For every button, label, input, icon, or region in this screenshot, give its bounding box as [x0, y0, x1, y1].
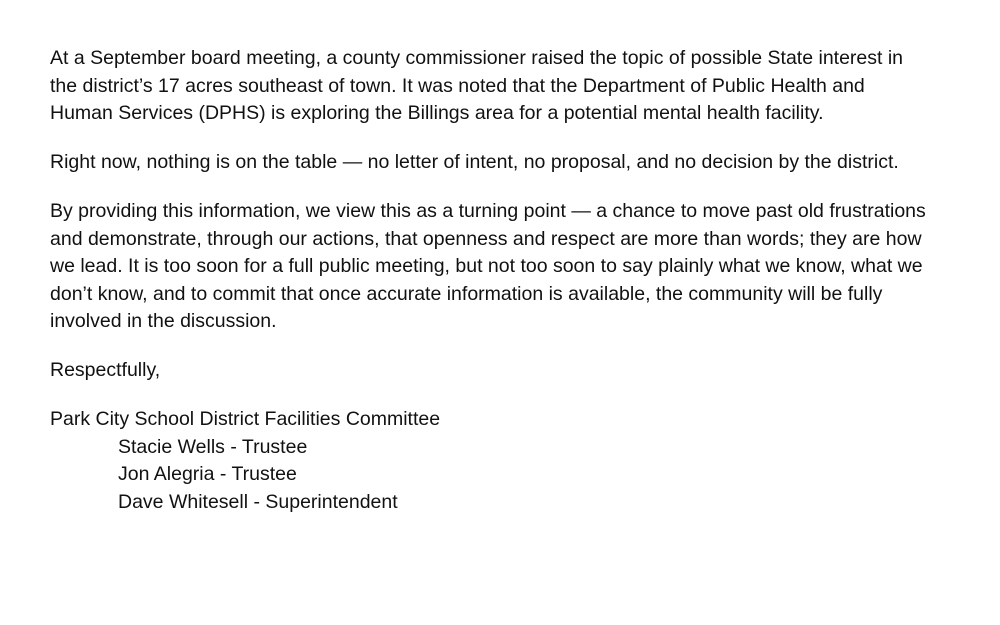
- committee-member: Dave Whitesell - Superintendent: [118, 490, 398, 513]
- committee-name: Park City School District Facilities Committee: [50, 408, 441, 430]
- committee-members-list: [50, 434, 930, 517]
- letter-body: [50, 45, 930, 516]
- paragraph-turning-point: By providing this information, we view this as a turning point — a chance to move past old frustrations and demonstrate, through our actions, that openness and respect are more than words; they are how we lead. It is too soon for a full public meeting, but not too soon to say plainly what we know, what we don’t know, and to commit that once accurate information is available, the community will be fully involved in the discussion.: [50, 200, 926, 332]
- committee-member: Stacie Wells - Trustee: [118, 435, 308, 458]
- signature-block: [50, 406, 930, 516]
- closing-salutation: Respectfully,: [50, 359, 161, 381]
- committee-member: Jon Alegria - Trustee: [118, 463, 297, 485]
- paragraph-september-meeting: At a September board meeting, a county commissioner raised the topic of possible State interest in the district’s 17 acres southeast of town. It was noted that the Department of Public Health and Human Services (DPHS) is exploring the Billings area for a potential mental health facility.: [50, 47, 904, 124]
- paragraph-nothing-on-table: Right now, nothing is on the table — no letter of intent, no proposal, and no decision by the district.: [50, 151, 899, 173]
